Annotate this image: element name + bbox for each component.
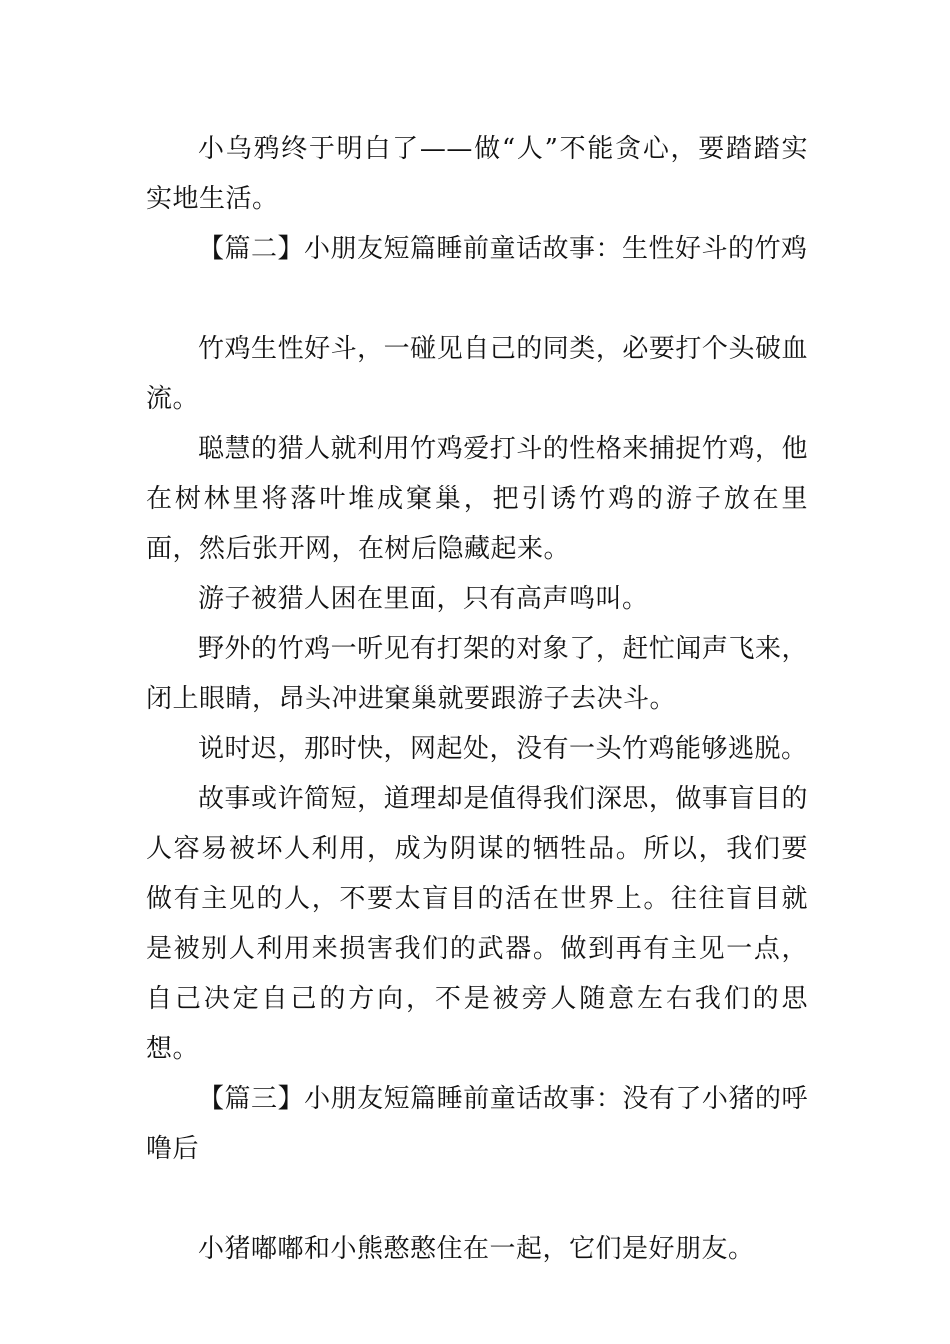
document-body <box>146 124 808 1274</box>
blank-line <box>146 1174 808 1224</box>
paragraph-decoy-calls: 游子被猎人困在里面，只有高声鸣叫。 <box>198 584 649 614</box>
paragraph-bamboo-partridge-intro: 竹鸡生性好斗，一碰见自己的同类，必要打个头破血流。 <box>146 334 808 414</box>
paragraph-piglet-and-bear: 小猪嘟嘟和小熊憨憨住在一起，它们是好朋友。 <box>198 1234 755 1264</box>
blank-line <box>146 274 808 324</box>
paragraph-hunter-trap: 聪慧的猎人就利用竹鸡爱打斗的性格来捕捉竹鸡，他在树林里将落叶堆成窠巢，把引诱竹鸡的游子放在里面，然后张开网，在树后隐藏起来。 <box>146 434 808 564</box>
paragraph-wild-partridge: 野外的竹鸡一听见有打架的对象了，赶忙闻声飞来，闭上眼睛，昂头冲进窠巢就要跟游子去决斗。 <box>146 634 808 714</box>
paragraph-moral-partridge: 故事或许简短，道理却是值得我们深思，做事盲目的人容易被坏人利用，成为阴谋的牺牲品。所以，我们要做有主见的人，不要太盲目的活在世界上。往往盲目就是被别人利用来损害我们的武器。做到再有主见一点，自己决定自己的方向，不是被旁人随意左右我们的思想。 <box>146 784 808 1064</box>
paragraph-moral-crow: 小乌鸦终于明白了——做“人”不能贪心，要踏踏实实地生活。 <box>146 134 808 214</box>
paragraph-net-closes: 说时迟，那时快，网起处，没有一头竹鸡能够逃脱。 <box>198 734 808 764</box>
section-heading-part-two: 【篇二】小朋友短篇睡前童话故事：生性好斗的竹鸡 <box>198 234 808 264</box>
section-heading-part-three: 【篇三】小朋友短篇睡前童话故事：没有了小猪的呼噜后 <box>146 1084 808 1164</box>
